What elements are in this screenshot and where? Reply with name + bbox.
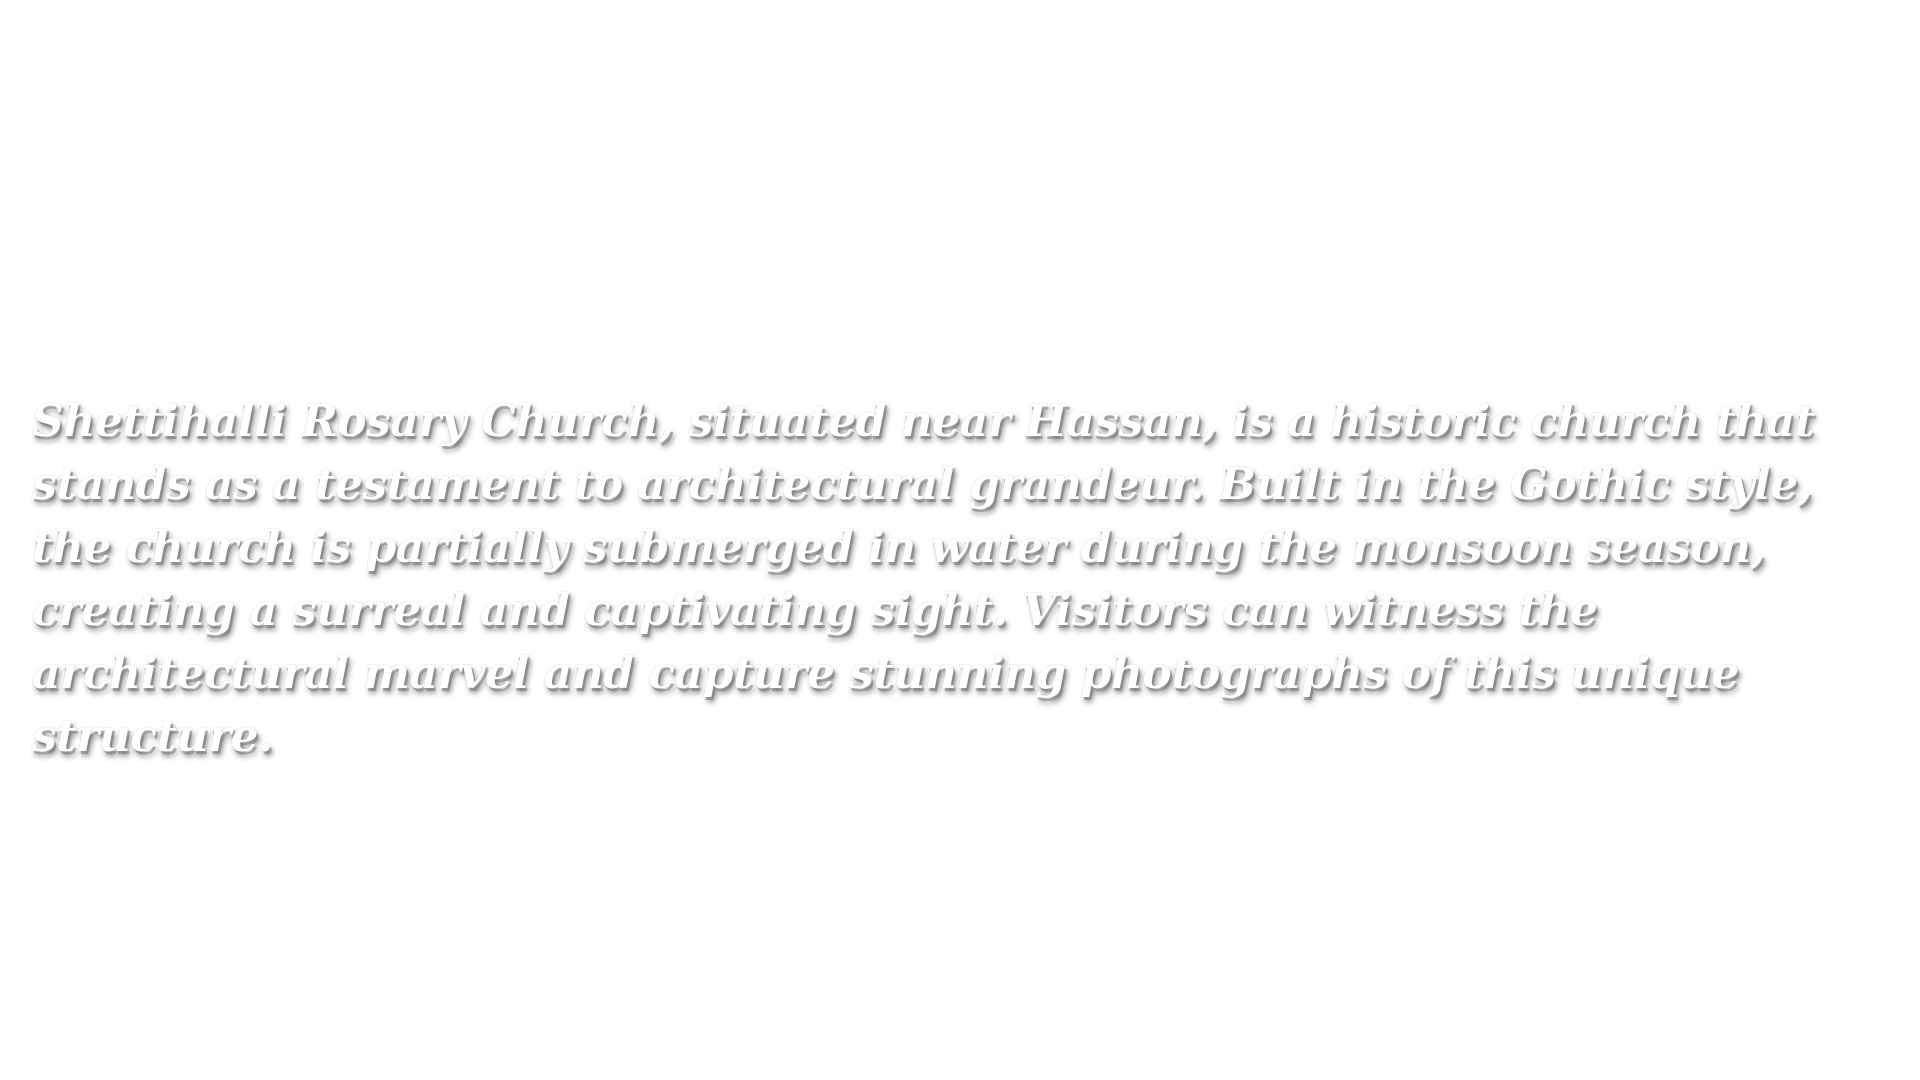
church-description-text: Shettihalli Rosary Church, situated near Hassan, is a historic church that stands as a testament to architectural grandeur. Built in the Gothic style, the church is partially submerged in water during the monsoon season, creating a surreal and captivating sight. Visitors can witness the architectural marvel and capture stunning photographs of this unique structure.: [32, 396, 1815, 762]
